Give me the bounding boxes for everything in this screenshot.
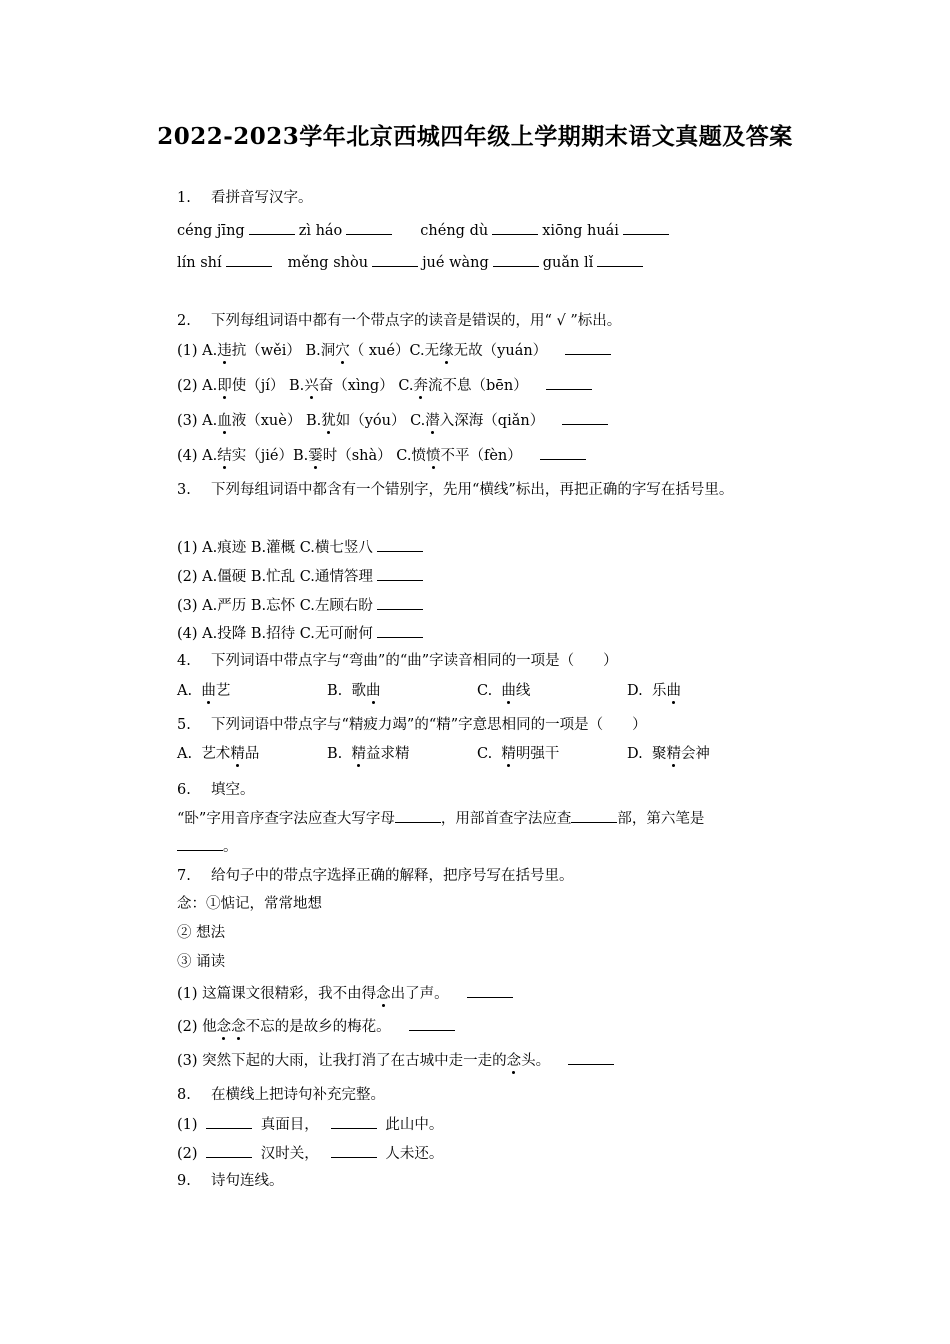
question-6-fill-cont: 。 [177,836,238,857]
question-2-item-3: (3) A.血液（xuè） B.犹如（yóu） C.潜入深海（qiǎn） [177,410,612,431]
answer-blank[interactable] [409,1016,455,1031]
dotted-char: 愤 [425,448,441,464]
answer-blank[interactable] [492,220,538,235]
question-8-prompt: 8. 在横线上把诗句补充完整。 [177,1087,385,1103]
answer-blank[interactable] [372,252,418,267]
answer-blank[interactable] [206,1143,252,1158]
question-8-line-2: (2) 汉时关， 人未还。 [177,1143,443,1164]
answer-blank[interactable] [493,252,539,267]
question-3-item-1: (1) A.痕迹 B.灌概 C.横七竖八 [177,537,427,558]
answer-blank[interactable] [623,220,669,235]
answer-blank[interactable] [377,566,423,581]
answer-blank[interactable] [395,808,441,823]
dotted-char: 霎 [308,448,323,464]
question-2-item-4: (4) A.结实（jié）B.霎时（shà） C.愤愤不平（fèn） [177,445,590,466]
dotted-char: 犹 [321,413,336,429]
dotted-char: 即 [217,378,232,394]
answer-blank[interactable] [565,340,611,355]
answer-blank[interactable] [331,1114,377,1129]
question-2-item-2: (2) A.即使（jí） B.兴奋（xìng） C.奔流不息（bēn） [177,375,596,396]
answer-blank[interactable] [546,375,592,390]
definition-2: ② 想法 [177,925,226,941]
answer-blank[interactable] [377,537,423,552]
answer-blank[interactable] [571,808,617,823]
question-6-prompt: 6. 填空。 [177,782,255,798]
question-3-item-2: (2) A.僵硬 B.忙乱 C.通情答理 [177,566,427,587]
question-7-sentence-2: (2) 他念念不忘的是故乡的梅花。 [177,1016,459,1037]
option-c[interactable]: C. 曲线 [477,683,531,699]
question-6-fill: “卧”字用音序查字法应查大写字母 ，用部首查字法应查 部，第六笔是 [177,808,704,829]
question-7-prompt: 7. 给句子中的带点字选择正确的解释，把序号写在括号里。 [177,868,574,884]
question-5-options [177,744,710,764]
option-b[interactable]: B. 歌曲 [327,683,381,699]
question-3-item-4: (4) A.投降 B.招待 C.无可耐何 [177,623,427,644]
answer-blank[interactable] [377,595,423,610]
question-1-row-1: céng jīng zì háo chéng dù xiōng huái [177,220,673,241]
answer-blank[interactable] [177,836,223,851]
answer-blank[interactable] [249,220,295,235]
question-3-prompt: 3. 下列每组词语中都含有一个错别字，先用“横线”标出，再把正确的字写在括号里。 [177,482,734,498]
dotted-char: 血 [217,413,232,429]
definition-1: 念：①惦记，常常地想 [177,896,322,912]
question-5-prompt: 5. 下列词语中带点字与“精疲力竭”的“精”字意思相同的一项是（ ） [177,717,647,733]
question-7-sentence-1: (1) 这篇课文很精彩，我不由得念出了声。 [177,983,517,1004]
question-2-item-1: (1) A.违抗（wěi） B.洞穴（ xué）C.无缘无故（yuán） [177,340,615,361]
definition-3: ③ 诵读 [177,954,226,970]
answer-blank[interactable] [597,252,643,267]
document-title: 2022-2023学年北京西城四年级上学期期末语文真题及答案 [157,123,793,150]
option-a[interactable]: A. 曲艺 [177,683,231,699]
question-1-row-2: lín shí měng shòu jué wàng guǎn lǐ [177,252,647,273]
dotted-char: 结 [217,448,232,464]
option-c[interactable]: C. 精明强干 [477,746,560,762]
dotted-char: 缘 [439,343,454,359]
answer-blank[interactable] [226,252,272,267]
question-9-prompt: 9. 诗句连线。 [177,1173,284,1189]
dotted-char: 潜 [425,413,440,429]
dotted-char: 违 [217,343,232,359]
answer-blank[interactable] [346,220,392,235]
question-8-line-1: (1) 真面目， 此山中。 [177,1114,443,1135]
answer-blank[interactable] [377,623,423,638]
question-4-prompt: 4. 下列词语中带点字与“弯曲”的“曲”字读音相同的一项是（ ） [177,653,618,669]
question-7-sentence-3: (3) 突然下起的大雨，让我打消了在古城中走一走的念头。 [177,1050,618,1071]
answer-blank[interactable] [568,1050,614,1065]
dotted-char: 奔 [413,378,428,394]
answer-blank[interactable] [206,1114,252,1129]
question-1-prompt: 1. 看拼音写汉字。 [177,190,313,206]
answer-blank[interactable] [562,410,608,425]
question-3-item-3: (3) A.严历 B.忘怀 C.左顾右盼 [177,595,427,616]
option-d[interactable]: D. 乐曲 [627,683,681,699]
option-a[interactable]: A. 艺术精品 [177,746,260,762]
dotted-char: 兴 [304,378,319,394]
answer-blank[interactable] [540,445,586,460]
option-b[interactable]: B. 精益求精 [327,746,410,762]
question-2-prompt: 2. 下列每组词语中都有一个带点字的读音是错误的，用“ √ ”标出。 [177,313,622,329]
question-4-options [177,681,681,701]
option-d[interactable]: D. 聚精会神 [627,746,710,762]
answer-blank[interactable] [467,983,513,998]
dotted-char: 穴 [335,343,350,359]
answer-blank[interactable] [331,1143,377,1158]
